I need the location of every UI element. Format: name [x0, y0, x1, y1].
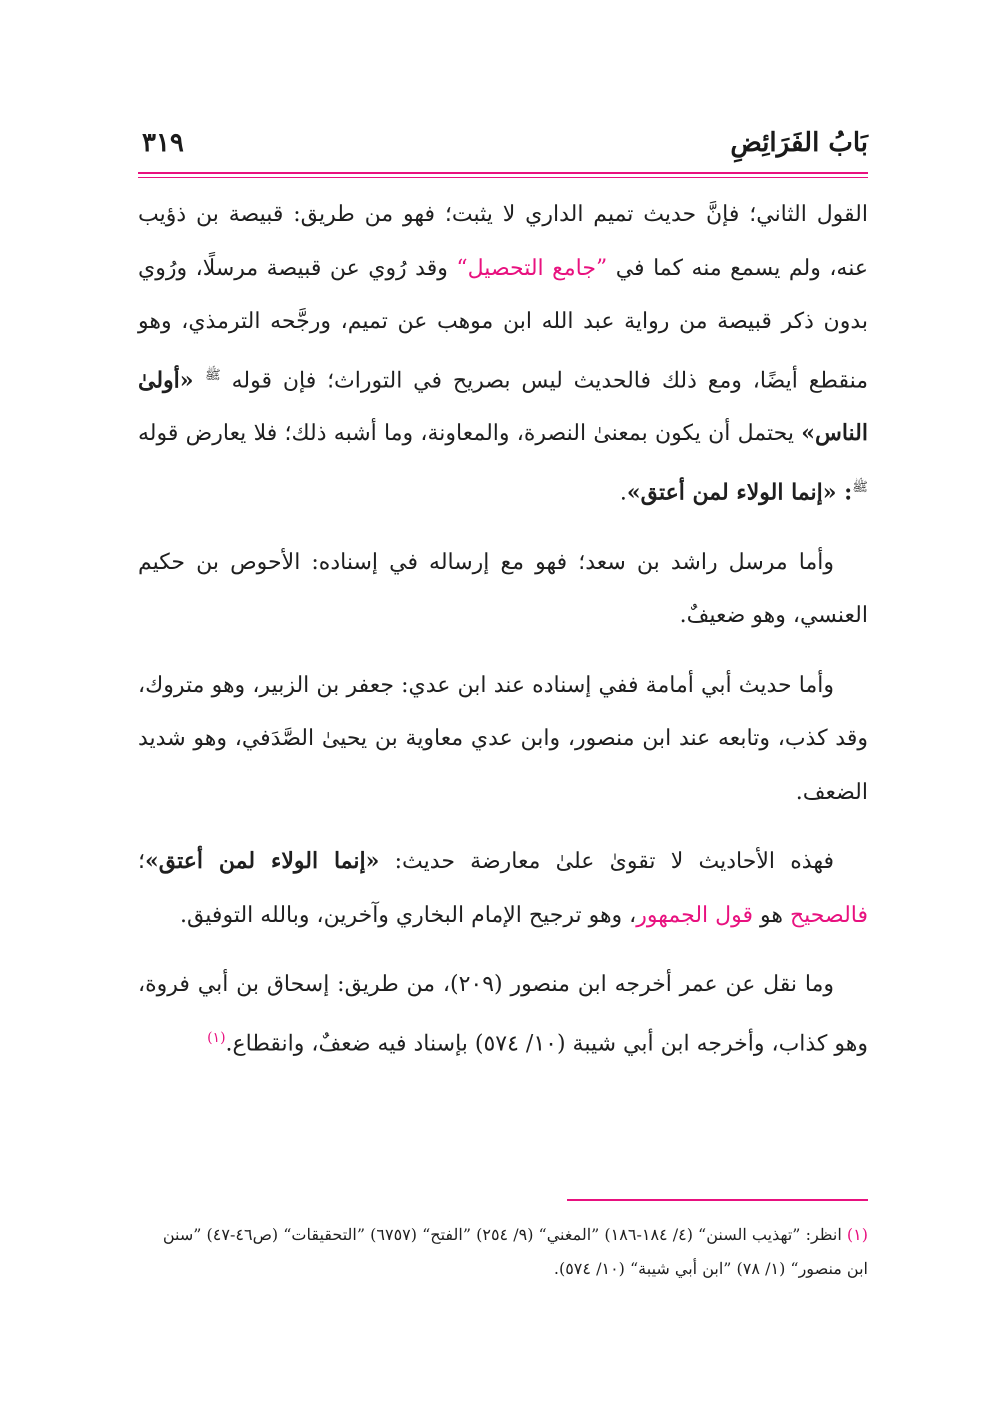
paragraph-5 — [138, 958, 868, 1070]
header-rule — [138, 172, 868, 174]
highlight-conclusion: فالصحيح — [789, 902, 868, 928]
text-run: يحتمل أن يكون بمعنىٰ النصرة، والمعاونة، وما أشبه ذلك؛ فلا يعارض قوله — [138, 421, 802, 447]
footnote-number: (١) — [846, 1225, 868, 1244]
footnote-item — [138, 1218, 868, 1286]
text-run: ؛ — [138, 849, 145, 875]
hadith-quote: : «إنما الولاء لمن أعتق» — [626, 479, 853, 506]
page-number: ٣١٩ — [142, 128, 184, 158]
paragraph-2: وأما مرسل راشد بن سعد؛ فهو مع إرساله في إسناده: الأحوص بن حكيم العنسي، وهو ضعيفٌ. — [138, 549, 868, 629]
highlight-majority: قول الجمهور — [636, 902, 753, 928]
text-run: وما نقل عن عمر أخرجه ابن منصور (٢٠٩)، من طريق: إسحاق بن أبي فروة، وهو كذاب، وأخرجه ابن أبي شيبة (١٠/ ٥٧٤) بإسناد فيه ضعفٌ، وانقطاع. — [138, 972, 868, 1056]
hadith-quote: «إنما الولاء لمن أعتق» — [145, 848, 380, 875]
footnote-text: انظر: ”تهذيب السنن“ (٤/ ١٨٤-١٨٦) ”المغني“ (٩/ ٢٥٤) ”الفتح“ (٦٧٥٧) ”التحقيقات“ (ص٤٦-٤٧) ”سنن ابن منصور“ (١/ ٧٨) ”ابن أبي شيبة“ (١٠/ ٥٧٤). — [162, 1225, 868, 1278]
footnotes — [138, 1218, 868, 1286]
running-header — [138, 128, 868, 170]
text-run: وقد رُوي عن قبيصة مرسلًا، ورُوي بدون ذكر قبيصة من رواية عبد الله ابن موهب عن تميم، ورجَّحه الترمذي، وهو منقطع أيضًا، ومع ذلك فالحديث ليس بصريح في التوراث؛ فإن قوله — [138, 255, 869, 393]
text-run: ، وهو ترجيح الإمام البخاري وآخرين، وبالله التوفيق. — [179, 902, 637, 928]
chapter-title: بَابُ الفَرَائِضِ — [730, 128, 868, 158]
hadith-quote: «أولىٰ الناس» — [138, 366, 868, 447]
salutation-glyph: ﷺ — [852, 479, 868, 495]
text-run: هو — [753, 902, 790, 928]
paragraph-3: وأما حديث أبي أمامة ففي إسناده عند ابن عدي: جعفر بن الزبير، وهو متروك، وقد كذب، وتابعه عند ابن منصور، وابن عدي معاوية بن يحيىٰ الصَّدَفي، وهو شديد الضعف. — [138, 672, 868, 805]
text-run: القول الثاني؛ فإنَّ حديث تميم الداري لا يثبت؛ فهو من طريق: قبيصة بن ذؤيب عنه، ولم يسمع منه كما في — [138, 202, 868, 281]
paragraph-1 — [138, 188, 868, 520]
text-run: . — [619, 480, 627, 506]
footnote-marker[interactable]: (١) — [207, 1029, 226, 1046]
salutation-glyph: ﷺ — [205, 367, 221, 383]
main-text — [138, 188, 868, 1070]
footnote-rule — [567, 1199, 868, 1201]
header-rule-thin — [138, 177, 868, 178]
paragraph-4 — [138, 835, 868, 942]
text-run: فهذه الأحاديث لا تقوىٰ علىٰ معارضة حديث: — [379, 849, 834, 875]
book-title: ”جامع التحصيل“ — [456, 255, 608, 281]
